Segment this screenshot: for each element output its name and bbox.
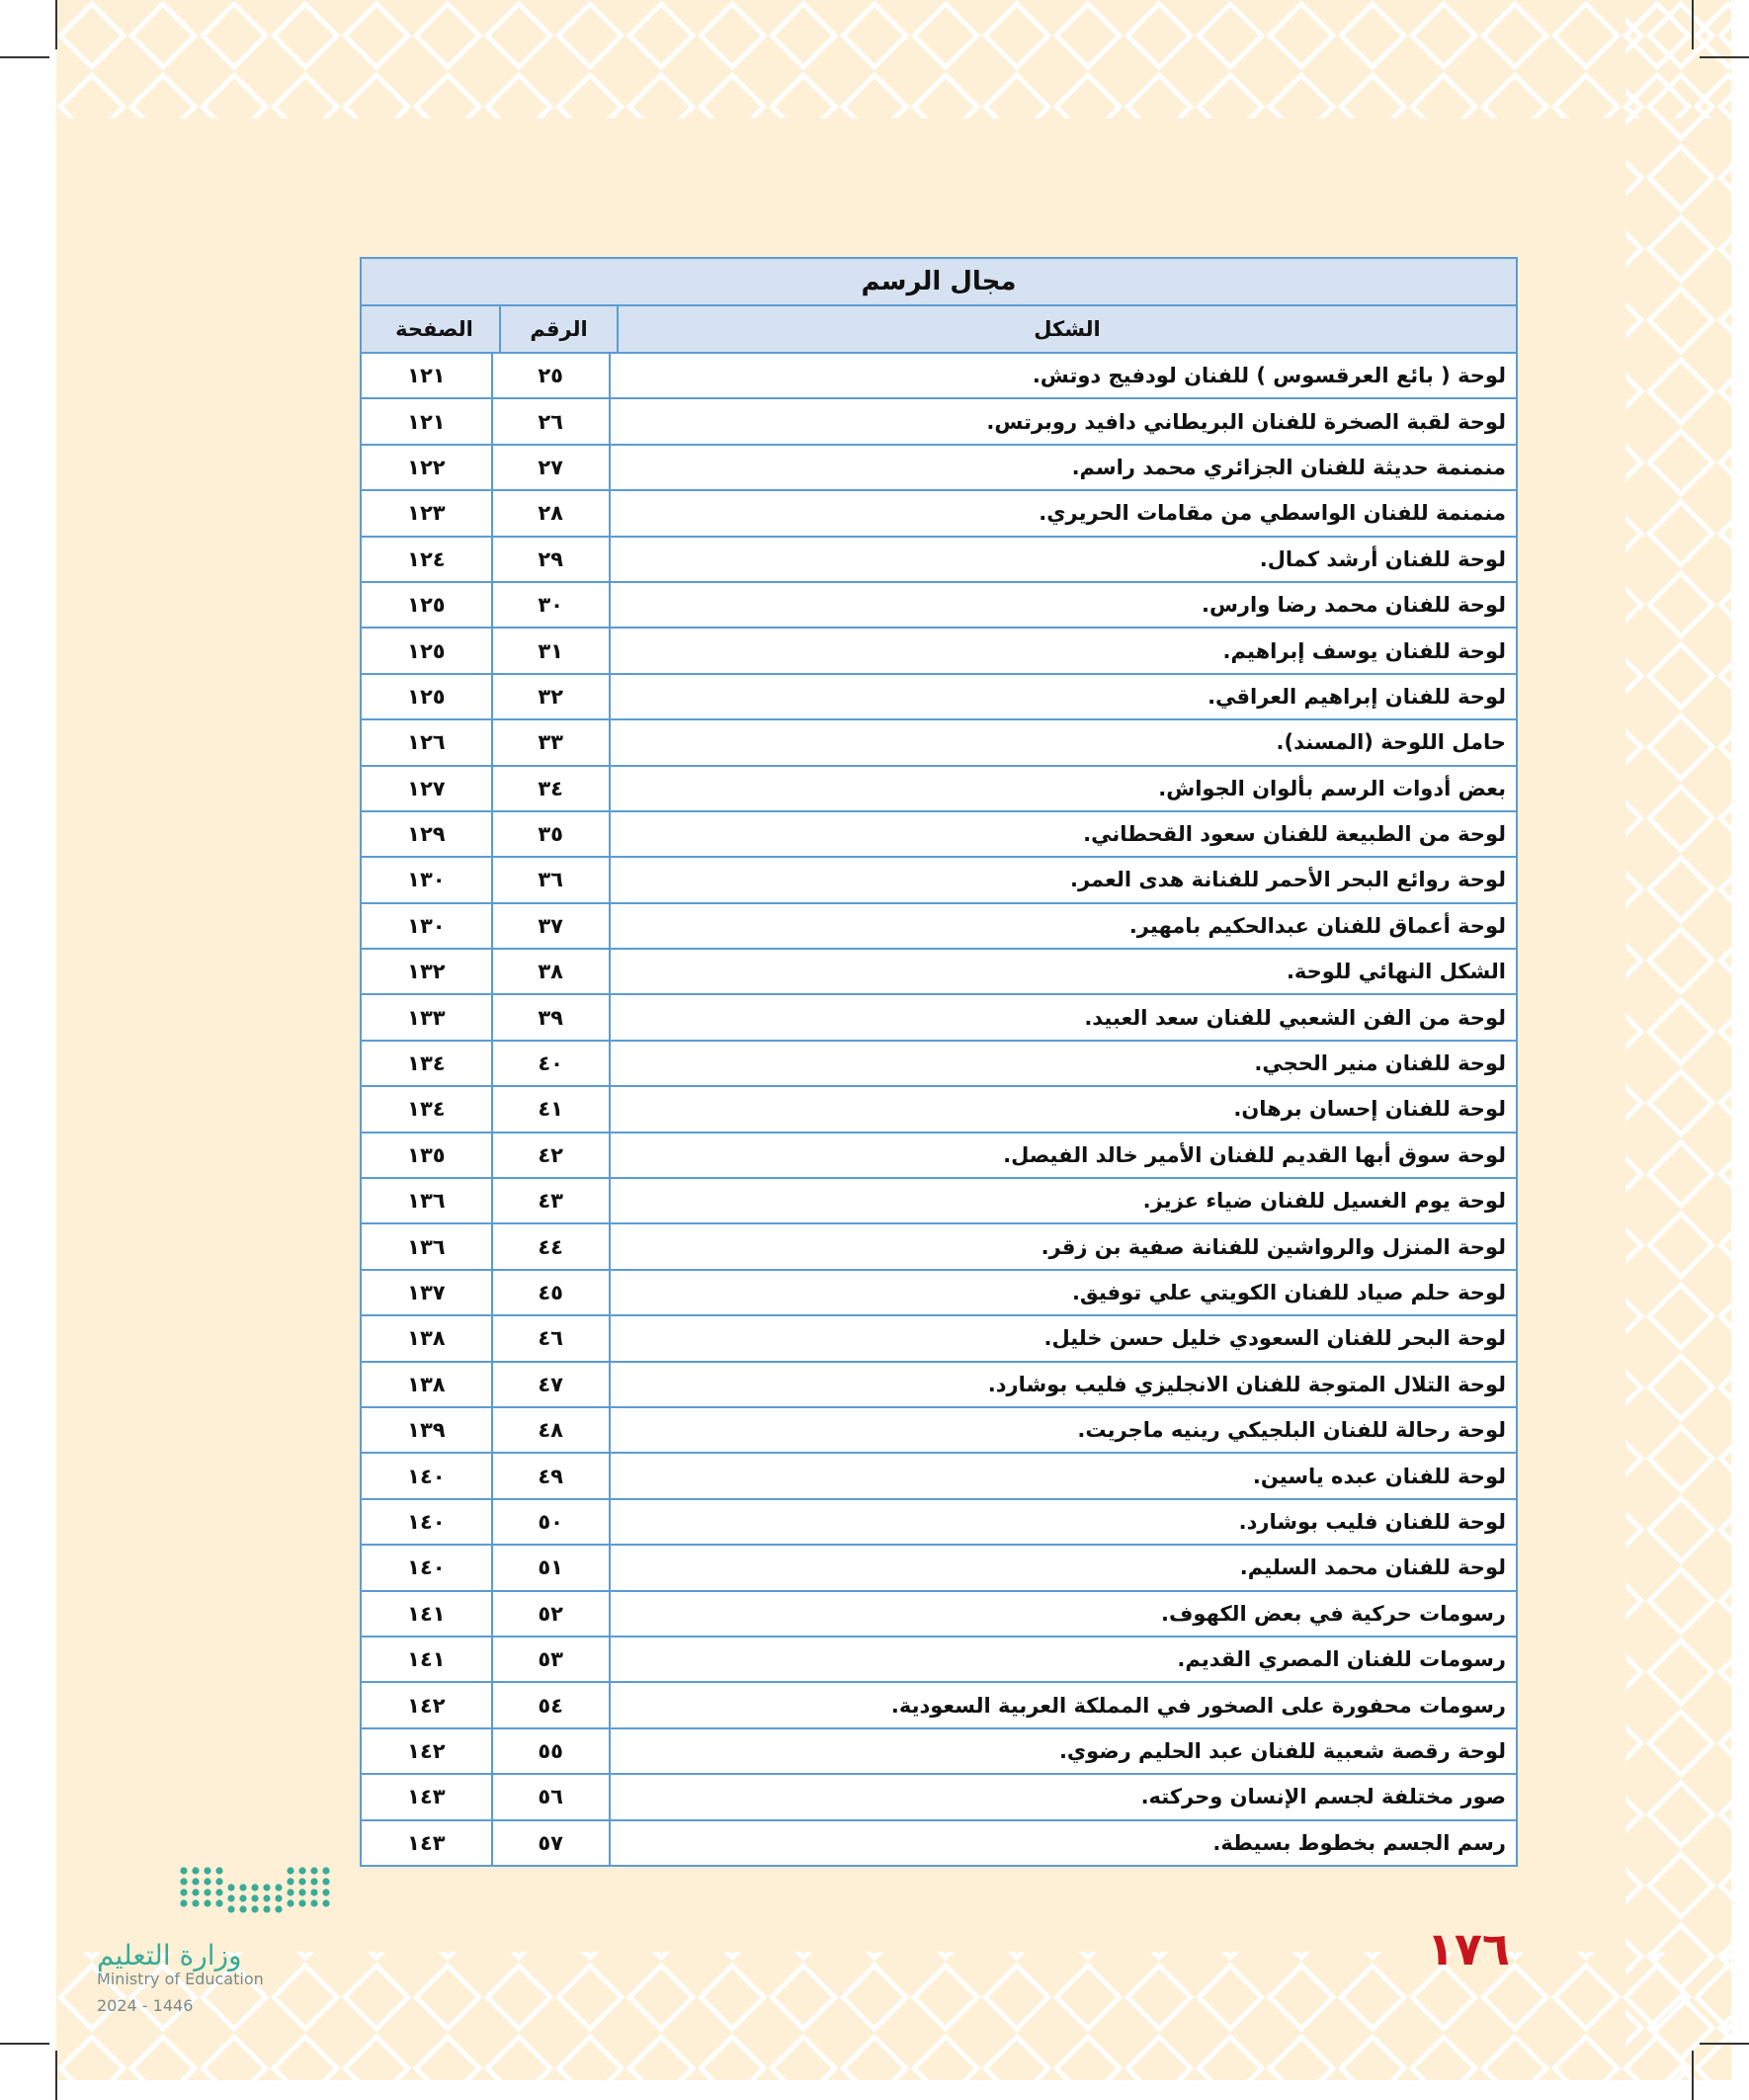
cell-page: ١٣٨ (362, 1363, 493, 1406)
cell-page: ١٢٥ (362, 629, 493, 672)
logo-dot (192, 1867, 199, 1874)
cell-num: ٥١ (493, 1546, 611, 1589)
cell-page: ١٤٠ (362, 1454, 493, 1497)
cell-page: ١٢٤ (362, 538, 493, 581)
cell-num: ٤٢ (493, 1134, 611, 1177)
cell-page: ١٣٤ (362, 1042, 493, 1085)
cell-desc: حامل اللوحة (المسند). (1276, 730, 1506, 755)
cell-num: ٢٨ (493, 491, 611, 535)
logo-dot (322, 1899, 329, 1906)
table-row (362, 1271, 1516, 1316)
crop-mark (0, 56, 49, 58)
cell-desc: لوحة سوق أبها القديم للفنان الأمير خالد الفيصل. (1003, 1142, 1506, 1167)
table-row (362, 1546, 1516, 1591)
cell-page: ١٤٣ (362, 1775, 493, 1818)
cell-page: ١٣٣ (362, 995, 493, 1039)
table-row (362, 1224, 1516, 1270)
logo-dot (180, 1899, 187, 1906)
logo-dot (310, 1878, 317, 1885)
logo-dot (239, 1905, 246, 1912)
table-row (362, 354, 1516, 399)
cell-page: ١٤٣ (362, 1821, 493, 1865)
crop-mark (55, 2051, 57, 2100)
logo-dot (263, 1884, 270, 1890)
crop-mark (0, 2043, 49, 2045)
cell-desc: لوحة للفنان يوسف إبراهيم. (1222, 638, 1506, 663)
cell-num: ٣٥ (493, 812, 611, 856)
cell-desc: بعض أدوات الرسم بألوان الجواش. (1158, 776, 1506, 800)
table-row (362, 720, 1516, 766)
logo-dot (263, 1905, 270, 1912)
logo-year: 2024 - 1446 (97, 1996, 194, 2015)
cell-num: ٣٦ (493, 858, 611, 901)
cell-desc: لوحة البحر للفنان السعودي خليل حسن خليل. (1043, 1326, 1506, 1351)
cell-page: ١٢١ (362, 399, 493, 443)
cell-page: ١٢٣ (362, 491, 493, 535)
header-page: الصفحة (370, 306, 501, 352)
cell-page: ١٢٦ (362, 720, 493, 764)
logo-dot (215, 1867, 222, 1874)
cell-page: ١٢٥ (362, 583, 493, 627)
cell-num: ٣٣ (493, 720, 611, 764)
cell-desc: لوحة روائع البحر الأحمر للفنانة هدى العمر. (1070, 868, 1506, 892)
logo-dot (298, 1899, 305, 1906)
logo-dot (287, 1899, 293, 1906)
logo-dot (239, 1884, 246, 1890)
table-row (362, 858, 1516, 903)
cell-page: ١٤٠ (362, 1500, 493, 1544)
logo-dot (298, 1867, 305, 1874)
cell-page: ١٢٧ (362, 767, 493, 810)
cell-num: ٤٣ (493, 1179, 611, 1222)
logo-dot (310, 1867, 317, 1874)
logo-dot (227, 1905, 234, 1912)
crop-mark (1692, 2051, 1694, 2100)
cell-desc: صور مختلفة لجسم الإنسان وحركته. (1140, 1785, 1506, 1809)
cell-desc: لوحة المنزل والرواشين للفنانة صفية بن زقر. (1041, 1234, 1506, 1259)
cell-num: ٥٣ (493, 1638, 611, 1681)
logo-dot (298, 1889, 305, 1895)
logo-dot (298, 1878, 305, 1885)
cell-num: ٤٩ (493, 1454, 611, 1497)
cell-desc: منمنمة حديثة للفنان الجزائري محمد راسم. (1071, 455, 1506, 479)
logo-dot (215, 1889, 222, 1895)
logo-dot (180, 1867, 187, 1874)
table-row (362, 1821, 1516, 1865)
cell-num: ٥٠ (493, 1500, 611, 1544)
logo-dot (192, 1899, 199, 1906)
table-row (362, 1179, 1516, 1224)
logo-dot (204, 1899, 210, 1906)
cell-num: ٥٤ (493, 1683, 611, 1726)
crop-mark (55, 0, 57, 49)
cell-desc: لوحة رحالة للفنان البلجيكي رينيه ماجريت. (1077, 1418, 1506, 1443)
cell-page: ١٣٤ (362, 1087, 493, 1131)
logo-dot (275, 1894, 282, 1901)
cell-page: ١٣٥ (362, 1134, 493, 1177)
cell-page: ١٣٨ (362, 1316, 493, 1360)
cell-page: ١٤١ (362, 1592, 493, 1636)
table-row (362, 675, 1516, 720)
cell-desc: لوحة حلم صياد للفنان الكويتي علي توفيق. (1071, 1281, 1506, 1304)
logo-dot (310, 1889, 317, 1895)
cell-num: ٣٠ (493, 583, 611, 627)
cell-page: ١٣٢ (362, 950, 493, 993)
cell-num: ٤٨ (493, 1408, 611, 1452)
table-row (362, 812, 1516, 858)
table-row (362, 1134, 1516, 1179)
cell-page: ١٤٢ (362, 1683, 493, 1726)
decorative-border-right (1625, 0, 1731, 2080)
logo-dot (239, 1894, 246, 1901)
cell-num: ٣٢ (493, 675, 611, 718)
cell-num: ٢٦ (493, 399, 611, 443)
cell-desc: لوحة للفنان فليب بوشارد. (1238, 1509, 1506, 1534)
cell-desc: لوحة للفنان إحسان برهان. (1233, 1097, 1506, 1122)
cell-desc: رسم الجسم بخطوط بسيطة. (1212, 1830, 1506, 1855)
logo-dot (275, 1905, 282, 1912)
cell-desc: رسومات محفورة على الصخور في المملكة العربية السعودية. (890, 1693, 1506, 1718)
logo-dot (227, 1884, 234, 1890)
cell-page: ١٤٢ (362, 1729, 493, 1773)
page-number: ١٧٦ (1426, 1922, 1510, 1975)
table-row (362, 1729, 1516, 1775)
logo-dot (215, 1899, 222, 1906)
logo-dot (322, 1889, 329, 1895)
cell-num: ٣٨ (493, 950, 611, 993)
logo-arabic-text: وزارة التعليم (97, 1939, 242, 1972)
cell-desc: لوحة لقبة الصخرة للفنان البريطاني دافيد روبرتس. (986, 409, 1506, 434)
cell-num: ٤٦ (493, 1316, 611, 1360)
cell-page: ١٤٠ (362, 1546, 493, 1589)
table-row (362, 1592, 1516, 1638)
cell-page: ١٣٦ (362, 1179, 493, 1222)
cell-desc: رسومات للفنان المصري القديم. (1177, 1647, 1506, 1672)
table-row (362, 767, 1516, 812)
logo-dot (192, 1878, 199, 1885)
table-row (362, 538, 1516, 583)
crop-mark (1692, 0, 1694, 49)
table-row (362, 1500, 1516, 1546)
table-row (362, 399, 1516, 445)
logo-dot (287, 1867, 293, 1874)
logo-dot (287, 1878, 293, 1885)
logo-dot (251, 1894, 258, 1901)
table-row (362, 1775, 1516, 1820)
cell-num: ٢٧ (493, 446, 611, 489)
table-row (362, 1087, 1516, 1133)
table-row (362, 1408, 1516, 1454)
decorative-border-top (56, 0, 1731, 119)
table-row (362, 950, 1516, 995)
cell-desc: لوحة أعماق للفنان عبدالحكيم بامهير. (1128, 913, 1506, 938)
logo-dot (204, 1878, 210, 1885)
header-num: الرقم (501, 306, 619, 352)
table-row (362, 1638, 1516, 1683)
logo-dot (251, 1905, 258, 1912)
logo-dot (180, 1889, 187, 1895)
logo-dot (204, 1867, 210, 1874)
logo-dot (204, 1889, 210, 1895)
cell-desc: لوحة يوم الغسيل للفنان ضياء عزيز. (1142, 1189, 1506, 1214)
cell-num: ٣٤ (493, 767, 611, 810)
table-row (362, 583, 1516, 629)
table-row (362, 1042, 1516, 1087)
cell-num: ٣٩ (493, 995, 611, 1039)
logo-dot (180, 1878, 187, 1885)
cell-page: ١٣٦ (362, 1224, 493, 1268)
table-header-row (362, 306, 1516, 354)
cell-num: ٢٥ (493, 354, 611, 397)
table-row (362, 904, 1516, 950)
cell-desc: لوحة للفنان منير الحجي. (1254, 1051, 1506, 1076)
logo-dot (192, 1889, 199, 1895)
cell-num: ٤١ (493, 1087, 611, 1131)
header-desc: الشكل (1034, 317, 1101, 341)
figures-table (360, 257, 1518, 1867)
ministry-logo-dots (97, 1863, 354, 1932)
logo-english-text: Ministry of Education (97, 1970, 264, 1988)
cell-page: ١٣٩ (362, 1408, 493, 1452)
cell-page: ١٤١ (362, 1638, 493, 1681)
cell-desc: لوحة للفنان إبراهيم العراقي. (1208, 684, 1506, 709)
table-body (362, 354, 1516, 1865)
cell-num: ٣٧ (493, 904, 611, 948)
cell-num: ٥٥ (493, 1729, 611, 1773)
logo-dot (322, 1867, 329, 1874)
cell-num: ٤٠ (493, 1042, 611, 1085)
logo-dot (310, 1899, 317, 1906)
cell-desc: لوحة رقصة شعبية للفنان عبد الحليم رضوي. (1058, 1738, 1506, 1763)
table-row (362, 446, 1516, 491)
cell-num: ٥٧ (493, 1821, 611, 1865)
cell-desc: لوحة للفنان محمد السليم. (1239, 1555, 1506, 1580)
cell-desc: لوحة للفنان محمد رضا وارس. (1201, 593, 1506, 618)
table-title: مجال الرسم (362, 259, 1516, 306)
logo-dot (322, 1878, 329, 1885)
cell-desc: لوحة التلال المتوجة للفنان الانجليزي فليب بوشارد. (987, 1372, 1506, 1396)
table-row (362, 1316, 1516, 1362)
logo-dot (215, 1878, 222, 1885)
logo-dot (275, 1884, 282, 1890)
logo-dot (263, 1894, 270, 1901)
table-row (362, 1363, 1516, 1408)
table-row (362, 491, 1516, 537)
cell-desc: لوحة ( بائع العرقسوس ) للفنان لودفيج دوتش. (1032, 364, 1506, 388)
logo-dot (227, 1894, 234, 1901)
cell-desc: لوحة من الطبيعة للفنان سعود القحطاني. (1083, 822, 1506, 847)
table-row (362, 1683, 1516, 1728)
cell-page: ١٢٩ (362, 812, 493, 856)
cell-desc: لوحة للفنان أرشد كمال. (1259, 546, 1506, 571)
cell-num: ٣١ (493, 629, 611, 672)
logo-dot (251, 1884, 258, 1890)
cell-desc: لوحة من الفن الشعبي للفنان سعد العبيد. (1084, 1005, 1506, 1030)
logo-dot (287, 1889, 293, 1895)
crop-mark (1700, 56, 1749, 58)
cell-page: ١٣٧ (362, 1271, 493, 1314)
cell-desc: لوحة للفنان عبده ياسين. (1252, 1464, 1506, 1488)
crop-mark (1700, 2043, 1749, 2045)
cell-desc: رسومات حركية في بعض الكهوف. (1161, 1601, 1506, 1626)
cell-desc: الشكل النهائي للوحة. (1286, 960, 1506, 984)
cell-num: ٢٩ (493, 538, 611, 581)
cell-page: ١٢١ (362, 354, 493, 397)
cell-num: ٤٧ (493, 1363, 611, 1406)
cell-num: ٥٢ (493, 1592, 611, 1636)
cell-page: ١٢٥ (362, 675, 493, 718)
cell-page: ١٣٠ (362, 858, 493, 901)
table-row (362, 995, 1516, 1041)
cell-page: ١٣٠ (362, 904, 493, 948)
table-row (362, 629, 1516, 674)
cell-num: ٤٤ (493, 1224, 611, 1268)
cell-num: ٤٥ (493, 1271, 611, 1314)
table-row (362, 1454, 1516, 1499)
cell-num: ٥٦ (493, 1775, 611, 1818)
cell-page: ١٢٢ (362, 446, 493, 489)
cell-desc: منمنمة للفنان الواسطي من مقامات الحريري. (1039, 501, 1506, 526)
